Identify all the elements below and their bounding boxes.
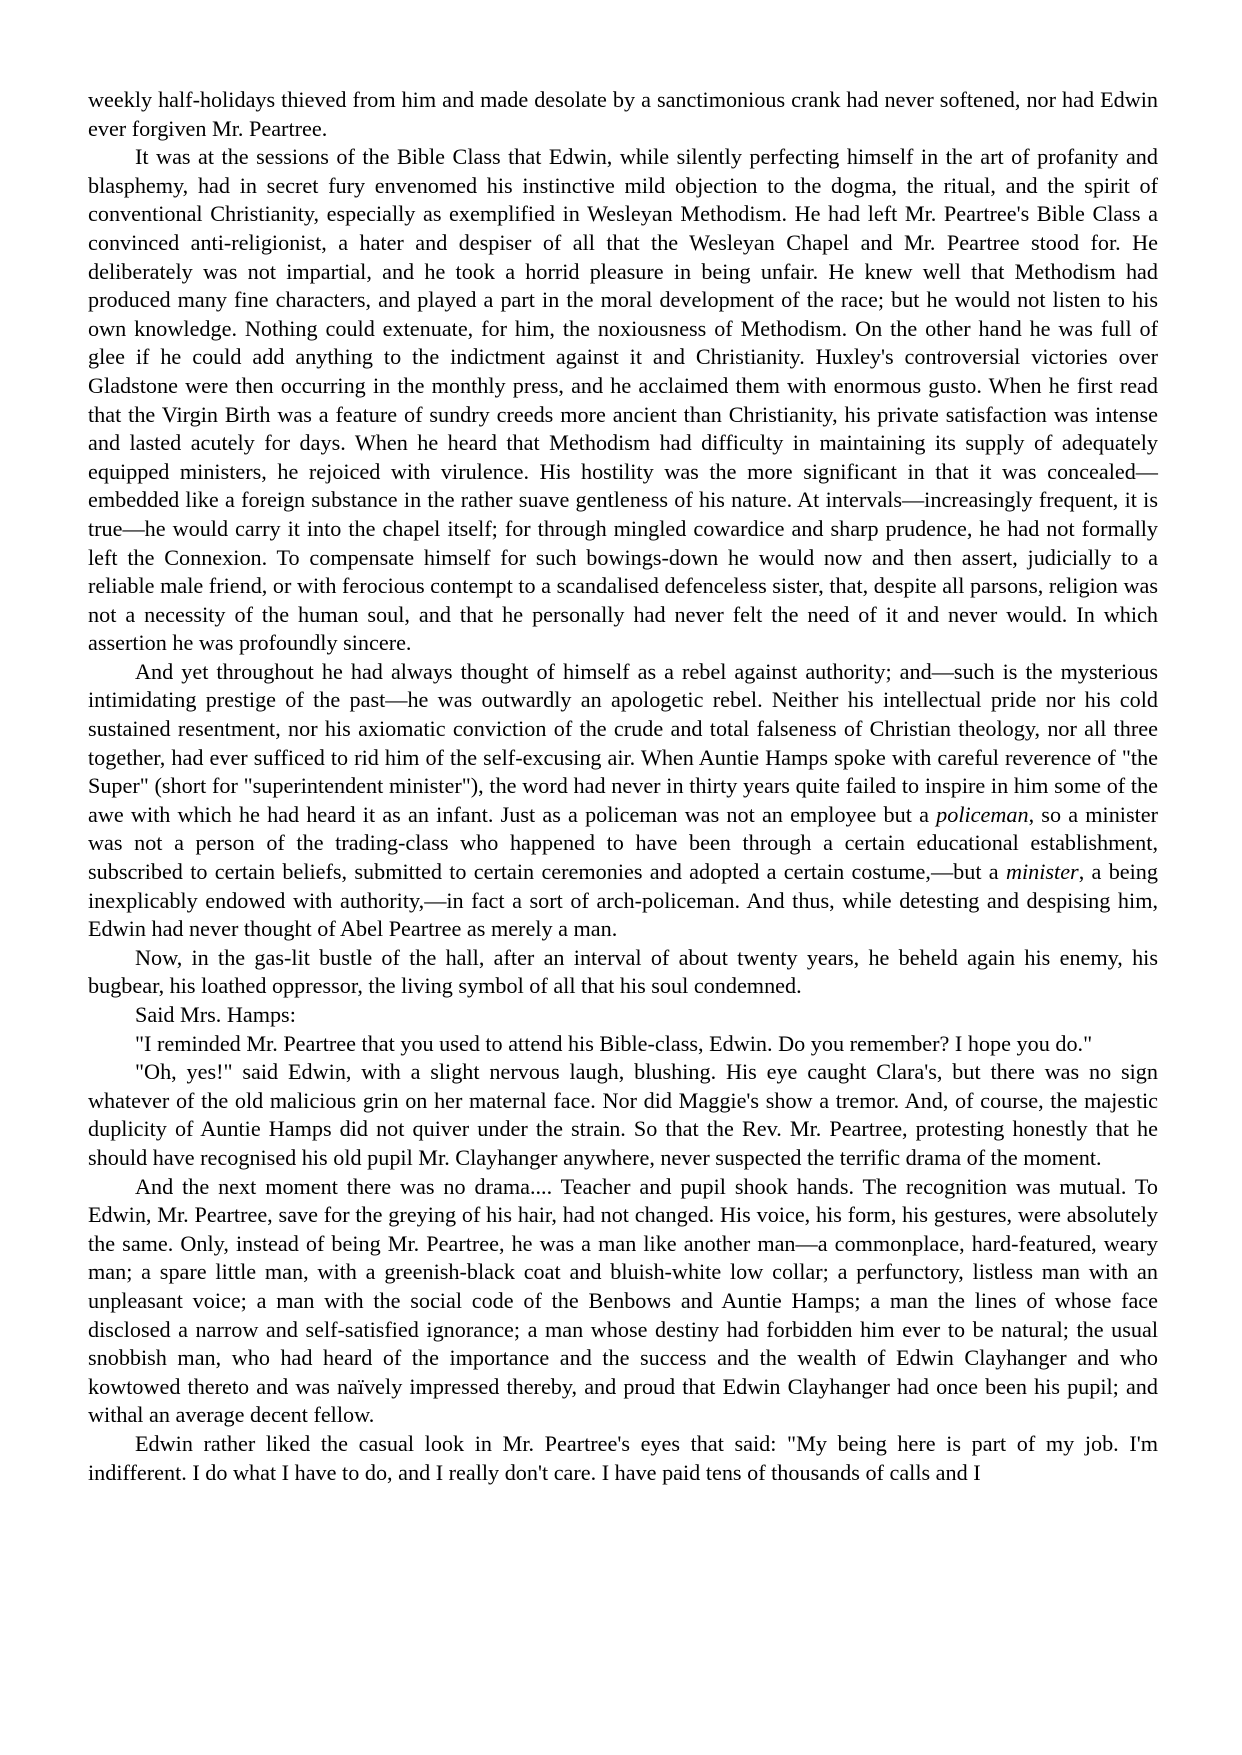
paragraph-2	[88, 143, 1158, 658]
emphasis-policeman: policeman	[936, 801, 1029, 827]
paragraph-2-text: It was at the sessions of the Bible Class that Edwin, while silently perfecting himself in the art of profanity and blasphemy, had in secret fury envenomed his instinctive mild objection to the dogma, the ritual, and the spirit of conventional Christianity, especially as exemplified in Wesleyan Methodism. He had left Mr. Peartree's Bible Class a convinced anti-religionist, a hater and despiser of all that the Wesleyan Chapel and Mr. Peartree stood for. He deliberately was not impartial, and he took a horrid pleasure in being unfair. He knew well that Methodism had produced many fine characters, and played a part in the moral development of the race; but he would not listen to his own knowledge. Nothing could extenuate, for him, the noxiousness of Methodism. On the other hand he was full of glee if he could add anything to the indictment against it and Christianity. Huxley's controversial victories over Gladstone were then occurring in the monthly press, and he acclaimed them with enormous gusto. When he first read that the Virgin Birth was a feature of sundry creeds more ancient than Christianity, his private satisfaction was intense and lasted acutely for days. When he heard that Methodism had difficulty in maintaining its supply of adequately equipped ministers, he rejoiced with virulence. His hostility was the more significant in that it was concealed—embedded like a foreign substance in the rather suave gentleness of his nature. At intervals—increasingly frequent, it is true—he would carry it into the chapel itself; for through mingled cowardice and sharp prudence, he had not formally left the Connexion. To compensate himself for such bowings-down he would now and then assert, judicially to a reliable male friend, or with ferocious contempt to a scandalised defenceless sister, that, despite all parsons, religion was not a necessity of the human soul, and that he personally had never felt the need of it and never would. In which assertion he was profoundly sincere.	[88, 144, 1158, 656]
paragraph-1	[88, 86, 1158, 143]
paragraph-3	[88, 658, 1158, 944]
paragraph-3-text-a: And yet throughout he had always thought of himself as a rebel against authority; and—such is the mysterious intimidating prestige of the past—he was outwardly an apologetic rebel. Neither his intellectual pride nor his cold sustained resentment, nor his axiomatic conviction of the crude and total falseness of Christian theology, nor all three together, had ever sufficed to rid him of the self-excusing air. When Auntie Hamps spoke with careful reverence of "the Super" (short for "superintendent minister"), the word had never in thirty years quite failed to inspire in him some of the awe with which he had heard it as an infant. Just as a policeman was not an employee but a	[88, 658, 1158, 827]
paragraph-4	[88, 944, 1158, 1001]
paragraph-8	[88, 1173, 1158, 1430]
emphasis-minister: minister	[1005, 859, 1079, 885]
book-page-text	[88, 86, 1158, 1487]
paragraph-3-text-b: , so a minister was not a person of the trading-class who happened to have been through a certain educational establishment, subscribed to certain beliefs, submitted to certain ceremonies and adopted a certain costume,—but a	[88, 801, 1158, 885]
paragraph-7-text: "Oh, yes!" said Edwin, with a slight nervous laugh, blushing. His eye caught Clara's, but there was no sign whatever of the old malicious grin on her maternal face. Nor did Maggie's show a tremor. And, of course, the majestic duplicity of Auntie Hamps did not quiver under the strain. So that the Rev. Mr. Peartree, protesting honestly that he should have recognised his old pupil Mr. Clayhanger anywhere, never suspected the terrific drama of the moment.	[88, 1059, 1158, 1170]
paragraph-4-text: Now, in the gas-lit bustle of the hall, after an interval of about twenty years, he beheld again his enemy, his bugbear, his loathed oppressor, the living symbol of all that his soul condemned.	[88, 944, 1158, 999]
paragraph-5-text: Said Mrs. Hamps:	[135, 1002, 296, 1027]
paragraph-6-text: "I reminded Mr. Peartree that you used to attend his Bible-class, Edwin. Do you remember? I hope you do."	[135, 1030, 1093, 1056]
paragraph-7	[88, 1058, 1158, 1172]
paragraph-5	[88, 1001, 1158, 1030]
paragraph-9	[88, 1430, 1158, 1487]
paragraph-9-text: Edwin rather liked the casual look in Mr. Peartree's eyes that said: "My being here is part of my job. I'm indifferent. I do what I have to do, and I really don't care. I have paid tens of thousands of calls and I	[88, 1430, 1158, 1485]
paragraph-3-text-c: , a being inexplicably endowed with authority,—in fact a sort of arch-policeman. And thus, while detesting and despising him, Edwin had never thought of Abel Peartree as merely a man.	[88, 859, 1158, 942]
paragraph-8-text: And the next moment there was no drama.... Teacher and pupil shook hands. The recognition was mutual. To Edwin, Mr. Peartree, save for the greying of his hair, had not changed. His voice, his form, his gestures, were absolutely the same. Only, instead of being Mr. Peartree, he was a man like another man—a commonplace, hard-featured, weary man; a spare little man, with a greenish-black coat and bluish-white low collar; a perfunctory, listless man with an unpleasant voice; a man with the social code of the Benbows and Auntie Hamps; a man the lines of whose face disclosed a narrow and self-satisfied ignorance; a man whose destiny had forbidden him ever to be natural; the usual snobbish man, who had heard of the importance and the success and the wealth of Edwin Clayhanger and who kowtowed thereto and was naïvely impressed thereby, and proud that Edwin Clayhanger had once been his pupil; and withal an average decent fellow.	[88, 1173, 1158, 1428]
paragraph-1-text: weekly half-holidays thieved from him and made desolate by a sanctimonious crank had never softened, nor had Edwin ever forgiven Mr. Peartree.	[88, 87, 1158, 141]
paragraph-6	[88, 1030, 1158, 1059]
